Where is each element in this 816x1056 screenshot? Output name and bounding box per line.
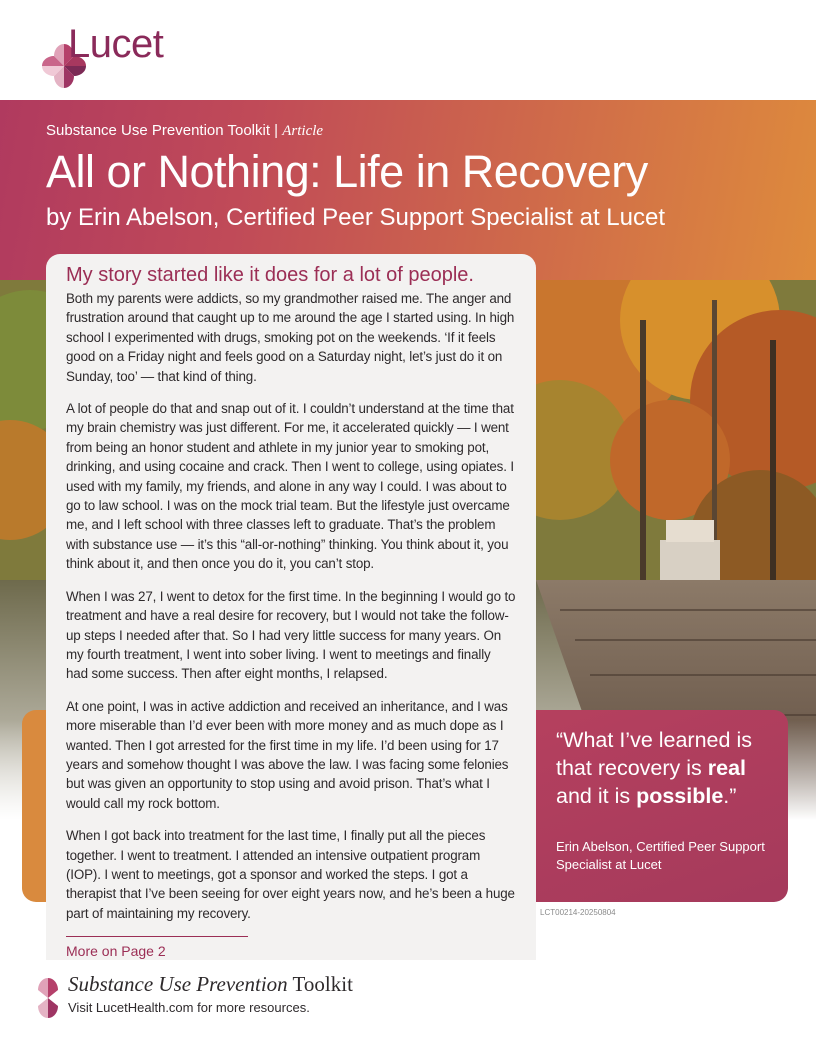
article-paragraph-1: Both my parents were addicts, so my grandmother raised me. The anger and frustration around that caught up to me around the age I started using. In high school I experimented with drugs, smoking pot on the weekends. ‘If it feels good on a Friday night and feels good on a Saturday night, let’s just do it on Sunday, too’ — that kind of thing. [66, 291, 515, 384]
article-paragraph-3: When I was 27, I went to detox for the first time. In the beginning I would go to treatment and have a real desire for recovery, but I would not take the follow-up steps I needed after that. So I had very little success for many years. On my fourth treatment, I went into sober living. I went to meetings and finally had some success. Then after eight months, I relapsed. [66, 588, 516, 682]
quote-part-3: .” [723, 784, 737, 808]
footer-title-plain: Toolkit [287, 972, 353, 996]
quote-attribution: Erin Abelson, Certified Peer Support Specialist at Lucet [556, 839, 765, 872]
footer-toolkit-title [68, 972, 353, 997]
article-paragraph-4: At one point, I was in active addiction and received an inheritance, and I was more miserable than I’d ever been with more money and as much dope as I wanted. Then I got arrested for the first time in my life. I’d been using for 17 years and somehow thought I was above the law. I was facing some felonies but was given an opportunity to stop using and avoid prison. That’s what I would call my rock bottom. [66, 698, 509, 811]
more-on-page-link[interactable]: More on Page 2 [66, 943, 166, 960]
footer-resources-link[interactable]: Visit LucetHealth.com for more resources. [68, 1000, 310, 1015]
document-code: LCT00214-20250804 [540, 908, 616, 917]
pull-quote-card [536, 710, 788, 902]
article-paragraph-5: When I got back into treatment for the last time, I finally put all the pieces together. I went to treatment. I attended an intensive outpatient program (IOP). I went to meetings, got a sponsor and worked the steps. I got a therapist that I’ve been seeing for over eight years now, and he’s been a huge part of maintaining my recovery. [66, 828, 515, 921]
more-divider [66, 936, 248, 937]
article-heading: My story started like it does for a lot of people. [66, 264, 474, 286]
kicker-type: Article [282, 123, 324, 139]
quote-part-1: “What I’ve learned is that recovery is [556, 728, 752, 780]
article-card [46, 254, 536, 960]
logo-wordmark: Lucet [68, 22, 164, 66]
article-paragraph-2: A lot of people do that and snap out of it. I couldn’t understand at the time that my brain chemistry was just different. For me, it accelerated quickly — I went from being an honor student and athlete in my junior year to smoking pot, drinking, and using cocaine and crack. Then I went to college, using opiates. I used with my family, my friends, and alone in any way I could. I was about to go to law school. I was on the mock trial team. But the lifestyle just overcame me, and I left school with three classes left to graduate. That’s the problem with substance use — it’s this “all-or-nothing” thinking. You think about it, you think about it, and then once you do it, you can’t stop. [66, 401, 514, 572]
pull-quote [556, 726, 768, 810]
kicker-label: Substance Use Prevention Toolkit | [46, 122, 283, 139]
footer-title-italic: Substance Use Prevention [68, 972, 288, 996]
quote-part-2: and it is [556, 784, 637, 808]
toolkit-kicker [46, 122, 323, 140]
quote-bold-real: real [707, 756, 747, 780]
page-title: All or Nothing: Life in Recovery [46, 146, 648, 197]
lucet-petal-footer-icon [36, 978, 60, 1018]
lucet-logo [40, 22, 190, 92]
byline: by Erin Abelson, Certified Peer Support Specialist at Lucet [46, 204, 666, 231]
quote-bold-possible: possible [636, 784, 724, 808]
